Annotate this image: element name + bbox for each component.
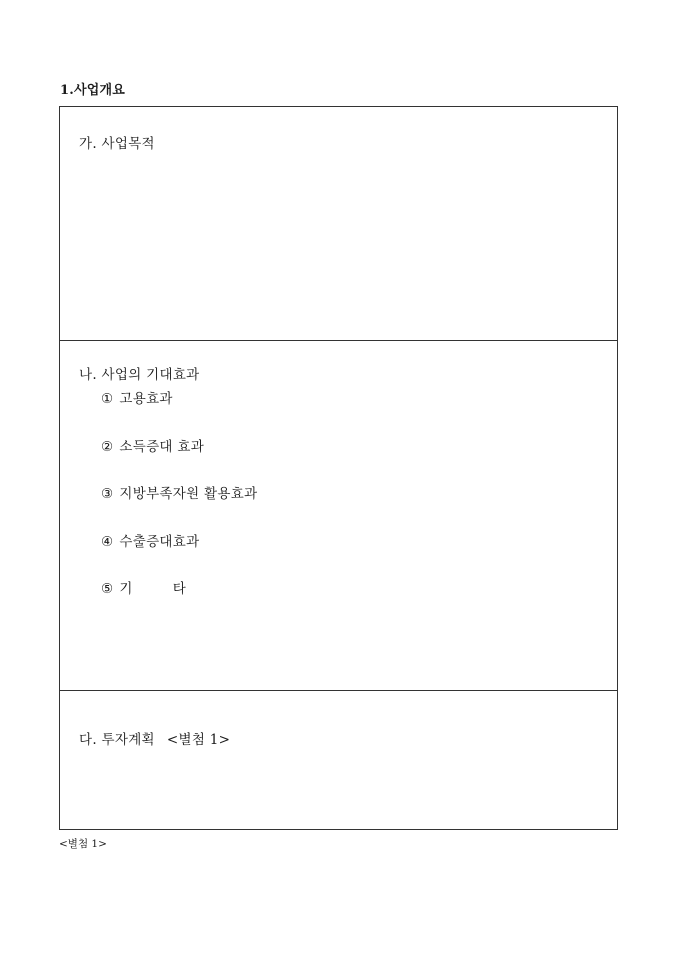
purpose-heading: 가. 사업목적 bbox=[79, 136, 155, 152]
effect-label: 수출증대효과 bbox=[119, 533, 200, 550]
effect-item-local-resources bbox=[101, 482, 257, 506]
effect-label-part-2: 타 bbox=[172, 581, 187, 597]
expected-effects-section bbox=[60, 340, 617, 690]
section-title: 1.사업개요 bbox=[60, 83, 126, 98]
effect-number: ⑤ bbox=[101, 581, 114, 597]
purpose-section bbox=[60, 107, 617, 340]
effect-item-export bbox=[101, 530, 257, 554]
investment-plan-section bbox=[60, 690, 617, 830]
effect-label: 소득증대 효과 bbox=[119, 438, 205, 455]
effect-number: ④ bbox=[101, 533, 114, 550]
expected-effects-heading: 나. 사업의 기대효과 bbox=[79, 367, 200, 383]
effect-number: ③ bbox=[101, 486, 114, 502]
business-overview-form bbox=[59, 106, 618, 830]
effect-label: 고용효과 bbox=[119, 391, 173, 407]
effect-label: 지방부족자원 활용효과 bbox=[119, 486, 258, 502]
attachment-reference: <별첨 1> bbox=[166, 732, 231, 748]
effect-item-income bbox=[101, 435, 257, 459]
effect-number: ① bbox=[101, 391, 114, 407]
effect-item-other bbox=[101, 577, 257, 601]
attachment-footnote: <별첨 1> bbox=[59, 838, 107, 850]
effect-number: ② bbox=[101, 438, 114, 455]
effect-label-part-1: 기 bbox=[119, 581, 133, 597]
investment-plan-heading-line bbox=[79, 728, 230, 748]
effect-item-employment bbox=[101, 387, 257, 411]
expected-effects-list bbox=[101, 387, 257, 625]
investment-plan-heading: 다. 투자계획 bbox=[79, 732, 155, 748]
